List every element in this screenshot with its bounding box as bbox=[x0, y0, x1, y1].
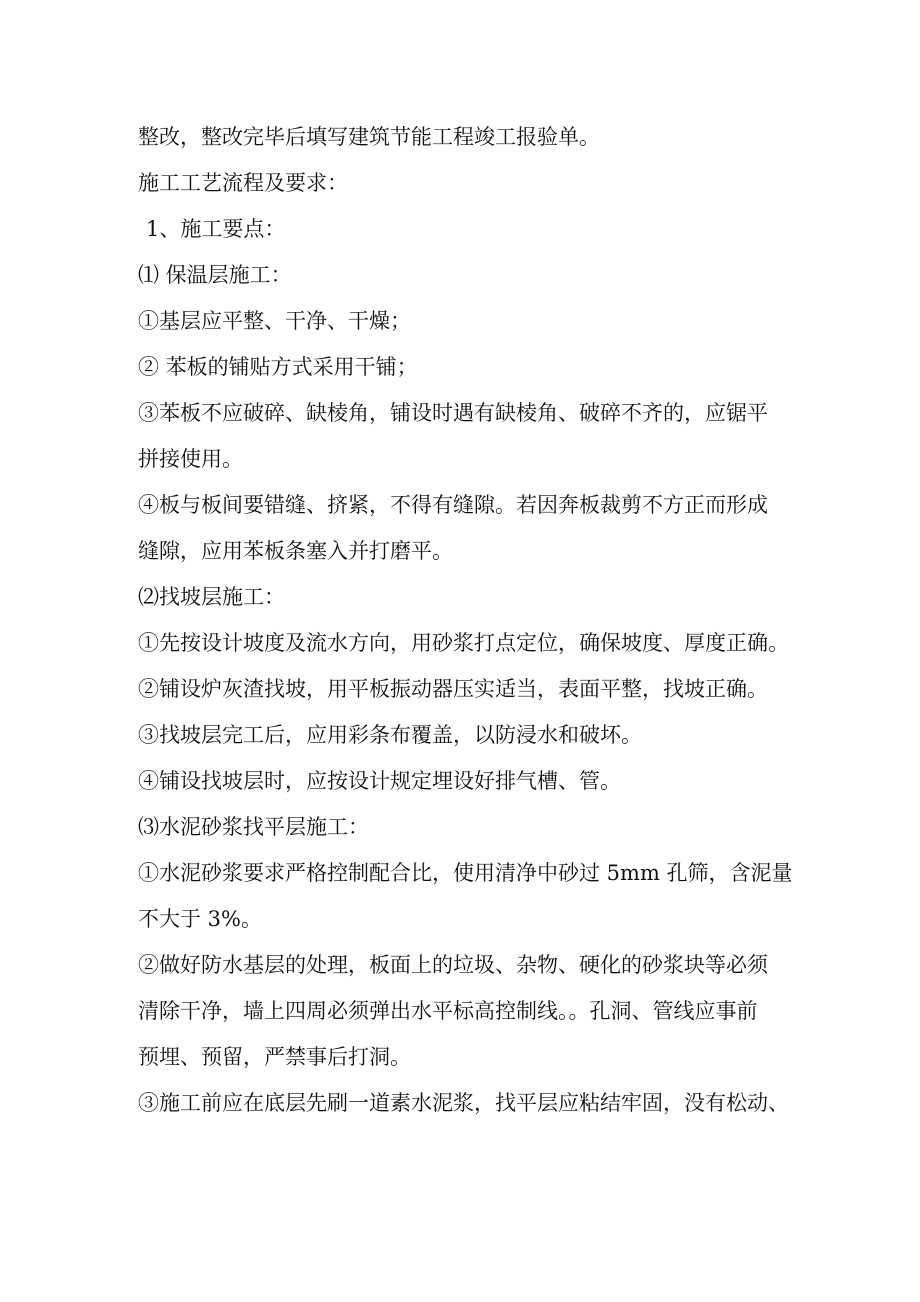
text-line: ②铺设炉灰渣找坡，用平板振动器压实适当，表面平整，找坡正确。 bbox=[138, 677, 768, 701]
text-line: ③苯板不应破碎、缺棱角，铺设时遇有缺棱角、破碎不齐的，应锯平 bbox=[138, 401, 768, 425]
text-line: 施工工艺流程及要求： bbox=[138, 171, 348, 195]
text-line: ⑵找坡层施工： bbox=[138, 585, 285, 609]
text-line: ③施工前应在底层先刷一道素水泥浆，找平层应粘结牢固，没有松动、 bbox=[138, 1091, 789, 1115]
text-line: ④铺设找坡层时，应按设计规定埋设好排气槽、管。 bbox=[138, 769, 621, 793]
text-line: ①基层应平整、干净、干燥； bbox=[138, 309, 411, 333]
document-body bbox=[138, 114, 793, 1126]
text-line: 整改，整改完毕后填写建筑节能工程竣工报验单。 bbox=[138, 125, 600, 149]
text-line: 1、施工要点： bbox=[146, 217, 286, 241]
text-line: 不大于 3%。 bbox=[138, 907, 262, 931]
text-line: 缝隙，应用苯板条塞入并打磨平。 bbox=[138, 539, 453, 563]
text-line: 拼接使用。 bbox=[138, 447, 243, 471]
text-line: 清除干净，墙上四周必须弹出水平标高控制线。。孔洞、管线应事前 bbox=[138, 999, 758, 1023]
text-line: ①先按设计坡度及流水方向，用砂浆打点定位，确保坡度、厚度正确。 bbox=[138, 631, 789, 655]
text-line: ② 苯板的铺贴方式采用干铺； bbox=[138, 355, 418, 379]
text-line: ①水泥砂浆要求严格控制配合比，使用清净中砂过 5mm 孔筛，含泥量 bbox=[138, 861, 793, 885]
text-line: ③找坡层完工后，应用彩条布覆盖，以防浸水和破坏。 bbox=[138, 723, 642, 747]
text-line: 预埋、预留，严禁事后打洞。 bbox=[138, 1045, 411, 1069]
text-line: ⑶水泥砂浆找平层施工： bbox=[138, 815, 369, 839]
text-line: ②做好防水基层的处理，板面上的垃圾、杂物、硬化的砂浆块等必须 bbox=[138, 953, 768, 977]
text-line: ⑴ 保温层施工： bbox=[138, 263, 292, 287]
text-line: ④板与板间要错缝、挤紧，不得有缝隙。若因奔板裁剪不方正而形成 bbox=[138, 493, 768, 517]
